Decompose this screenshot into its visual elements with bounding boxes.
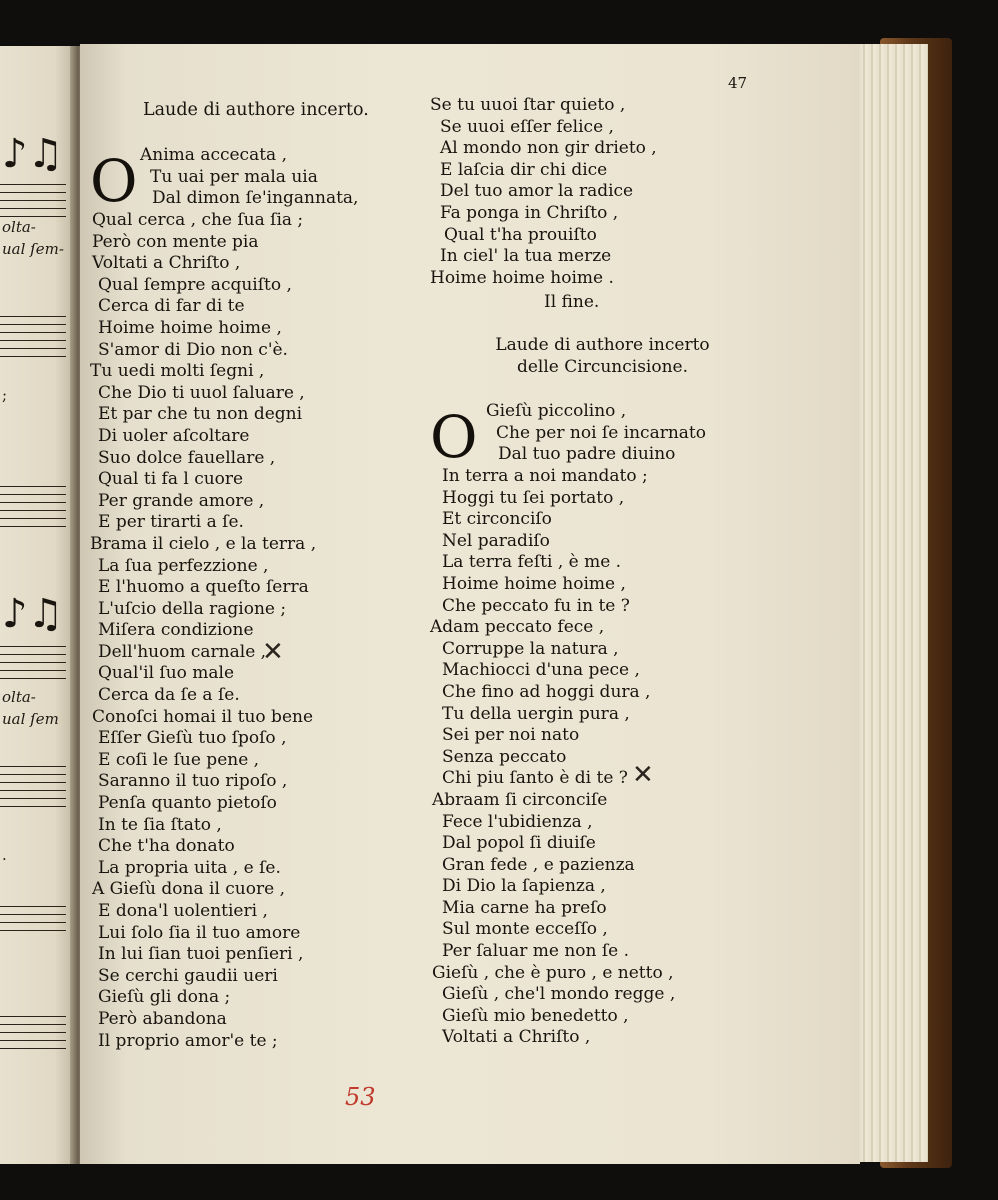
col2-verse-list-top xyxy=(430,95,657,289)
verse-line: Qual cerca , che ſua ſia ; xyxy=(92,210,304,230)
verse-line: Tu della uergin pura , xyxy=(442,703,630,724)
verse-line: Miſera condizione xyxy=(98,620,254,641)
verse-line: Eſſer Gieſù tuo ſpoſo , xyxy=(98,728,287,749)
col1-verse-list xyxy=(92,210,316,1052)
verse-line: Mia carne ha preſo xyxy=(442,897,607,918)
verse-line: Abraam ſi circonciſe xyxy=(432,789,608,810)
music-notation-icon: ♪♫ xyxy=(2,591,64,637)
left-fragment-bottom xyxy=(2,686,59,730)
verse-line: Lui ſolo ſia il tuo amore xyxy=(98,922,301,943)
verse-line: Penſa quanto pietoſo xyxy=(98,793,277,814)
verse-line: Dal tuo padre diuino xyxy=(498,444,676,465)
verse-line: Dell'huom carnale , xyxy=(98,641,267,662)
verse-line: S'amor di Dio non c'è. xyxy=(98,339,288,360)
verse-line: Però abandona xyxy=(98,1008,227,1029)
fragment-line: olta- xyxy=(2,688,36,706)
verse-line: Sei per noi nato xyxy=(442,725,580,746)
verse-line: Il proprio amor'e te ; xyxy=(98,1030,278,1051)
heading-line: Laude di authore incerto xyxy=(495,335,710,355)
verse-line: Gieſù , che'l mondo regge , xyxy=(442,984,676,1005)
verse-line: Anima accecata , xyxy=(140,145,287,165)
verse-line: Però con mente pia xyxy=(92,231,259,252)
verse-line: Tu uedi molti ſegni , xyxy=(90,361,265,382)
verse-line: Se uuoi eſſer felice , xyxy=(440,116,614,137)
verse-line: Che Dio ti uuol ſaluare , xyxy=(98,382,305,403)
staff-lines xyxy=(0,486,66,534)
page-number: 47 xyxy=(728,74,748,92)
verse-line: Machiocci d'una pece , xyxy=(442,660,640,681)
verse-line: Al mondo non gir drieto , xyxy=(440,138,657,159)
verse-line: E l'huomo a queſto ſerra xyxy=(98,577,309,598)
staff-lines xyxy=(0,316,66,364)
verse-line: Di Dio la ſapienza , xyxy=(442,876,606,897)
verse-line: Per grande amore , xyxy=(98,490,265,511)
verse-line: Gieſù piccolino , xyxy=(486,401,627,421)
staff-lines xyxy=(0,906,66,938)
verse-line: La propria uita , e ſe. xyxy=(98,857,281,878)
verse-line: Conoſci homai il tuo bene xyxy=(92,706,314,727)
verse-line: In te ſia ſtato , xyxy=(98,814,222,835)
verse-line: Di uoler aſcoltare xyxy=(98,425,250,446)
verse-line: A Gieſù dona il cuore , xyxy=(92,879,285,900)
verse-line: Chi piu ſanto è di te ? xyxy=(442,768,628,789)
verse-line: Brama il cielo , e la terra , xyxy=(90,533,317,554)
pen-mark-icon: ✕ xyxy=(632,760,654,790)
fragment-line: olta- xyxy=(2,218,36,236)
verse-line: Qual ti fa l cuore xyxy=(98,469,244,490)
verse-line: Qual'il ſuo male xyxy=(98,663,235,684)
page-edges xyxy=(852,44,928,1162)
verse-line: Voltati a Chriſto , xyxy=(92,253,241,274)
verse-line: Et circonciſo xyxy=(442,509,552,530)
verse-line: Sul monte ecceſſo , xyxy=(442,919,608,940)
verse-line: Dal popol ſi diuiſe xyxy=(442,833,596,854)
col2-initial: O xyxy=(430,403,478,471)
verse-line: E per tirarti a ſe. xyxy=(98,512,244,533)
handwritten-folio: 53 xyxy=(345,1083,376,1111)
verse-line: Tu uai per mala uia xyxy=(150,166,318,187)
left-page-fragment xyxy=(0,46,78,1164)
verse-line: Dal dimon ſe'ingannata, xyxy=(152,188,359,209)
verse-line: Suo dolce fauellare , xyxy=(98,447,276,468)
verse-line: Se tu uuoi ſtar quieto , xyxy=(430,95,626,115)
verse-line: Adam peccato fece , xyxy=(430,617,605,638)
verse-line: Se cerchi gaudii ueri xyxy=(98,965,278,986)
pen-mark-icon: ✕ xyxy=(262,637,284,667)
music-notation-icon: ♪♫ xyxy=(2,131,64,177)
staff-lines xyxy=(0,646,66,686)
verse-line: Del tuo amor la radice xyxy=(440,181,634,202)
col2-heading xyxy=(490,335,715,378)
col1-heading: Laude di authore incerto. xyxy=(143,100,369,120)
verse-line: Qual t'ha prouiſto xyxy=(444,224,597,245)
verse-line: Gieſù mio benedetto , xyxy=(442,1005,629,1026)
fragment-mark: ; xyxy=(2,386,8,404)
verse-line: Voltati a Chriſto , xyxy=(442,1027,591,1048)
verse-line: In ciel' la tua merze xyxy=(440,246,612,267)
verse-line: E dona'l uolentieri , xyxy=(98,901,268,921)
col2-fine: Il fine. xyxy=(544,292,600,312)
verse-line: Qual ſempre acquiſto , xyxy=(98,274,292,295)
verse-line: L'uſcio della ragione ; xyxy=(98,598,287,619)
verse-line: In terra a noi mandato ; xyxy=(442,466,648,486)
verse-line: Che per noi ſe incarnato xyxy=(496,422,706,443)
col2-first-lines xyxy=(486,401,706,466)
verse-line: Hoime hoime hoime , xyxy=(98,317,282,338)
col2-verse-list xyxy=(430,466,676,1049)
verse-line: Che fino ad hoggi dura , xyxy=(442,681,651,702)
verse-line: Fece l'ubidienza , xyxy=(442,811,593,832)
verse-line: Hoime hoime hoime . xyxy=(430,267,614,288)
verse-line: Fa ponga in Chriſto , xyxy=(440,202,619,223)
verse-line: Gran fede , e pazienza xyxy=(442,854,635,875)
verse-line: Cerca di far di te xyxy=(98,296,245,317)
verse-line: In lui ſian tuoi penſieri , xyxy=(98,944,304,965)
verse-line: Et par che tu non degni xyxy=(98,404,303,425)
verse-line: Hoime hoime hoime , xyxy=(442,573,626,594)
verse-line: Che peccato fu in te ? xyxy=(442,595,630,616)
verse-line: Senza peccato xyxy=(442,746,567,767)
col1-initial: O xyxy=(90,147,138,215)
fragment-line: ual ſem- xyxy=(2,240,64,258)
verse-line: Corruppe la natura , xyxy=(442,638,619,659)
verse-line: La terra feſti , è me . xyxy=(442,552,622,573)
verse-line: E laſcia dir chi dice xyxy=(440,159,608,180)
verse-line: Gieſù gli dona ; xyxy=(98,987,231,1008)
heading-line: delle Circuncisione. xyxy=(516,356,689,377)
staff-lines xyxy=(0,1016,66,1056)
verse-line: Che t'ha donato xyxy=(98,836,235,857)
verse-line: Cerca da ſe a ſe. xyxy=(98,685,240,706)
fragment-line: ual ſem xyxy=(2,710,59,728)
verse-line: Gieſù , che è puro , e netto , xyxy=(432,962,674,983)
verse-line: Saranno il tuo ripoſo , xyxy=(98,771,288,792)
verse-line: Per ſaluar me non ſe . xyxy=(442,941,630,962)
verse-line: E coſi le ſue pene , xyxy=(98,749,260,770)
left-fragment-top xyxy=(2,216,64,260)
verse-line: La ſua perfezzione , xyxy=(98,555,269,576)
verse-line: Hoggi tu ſei portato , xyxy=(442,487,625,508)
col1-first-lines xyxy=(140,145,358,210)
fragment-mark: . xyxy=(2,846,7,864)
verse-line: Nel paradiſo xyxy=(442,530,550,551)
staff-lines xyxy=(0,766,66,814)
